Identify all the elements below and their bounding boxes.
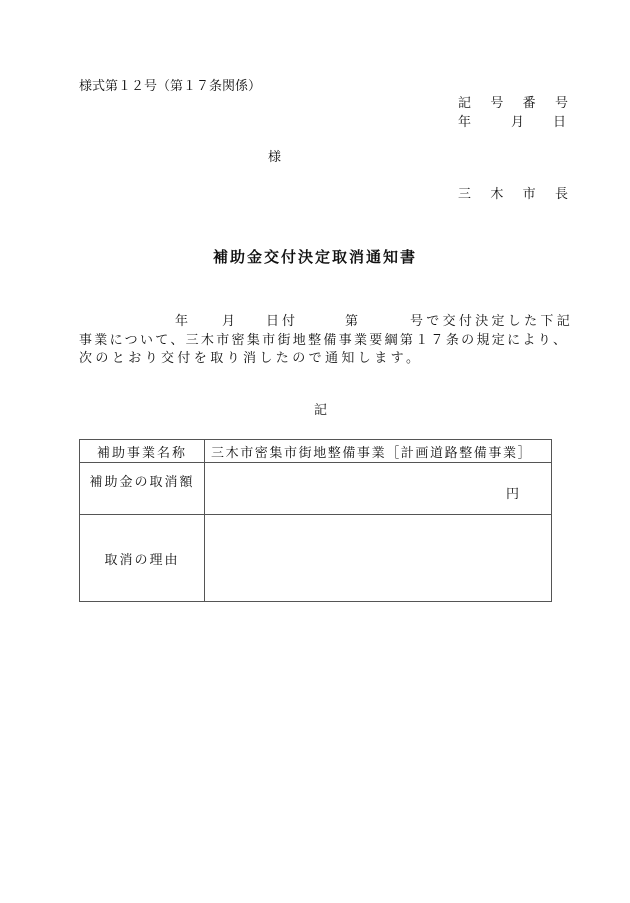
value-cancel-amount: 円 — [205, 463, 552, 515]
date-month: 月 — [511, 115, 525, 130]
body-line1-rest: 号で交付決定した下記 — [410, 314, 574, 329]
ki-heading: 記 — [314, 403, 328, 418]
date-day: 日 — [553, 115, 567, 130]
issuer-char: 木 — [490, 187, 511, 202]
record-number-char: 番 — [522, 96, 544, 111]
label-project-name: 補助事業名称 — [80, 440, 205, 463]
body-month: 月 — [222, 314, 236, 329]
body-number-prefix: 第 — [345, 314, 359, 329]
issuer-char: 三 — [458, 187, 479, 202]
record-number-char: 記 — [458, 96, 479, 111]
issuer — [458, 187, 568, 203]
record-number-char: 号 — [490, 96, 511, 111]
details-table — [79, 439, 552, 602]
label-cancel-reason: 取消の理由 — [80, 515, 205, 602]
record-number-char: 号 — [554, 96, 568, 111]
issuer-char: 市 — [522, 187, 544, 202]
body-day: 日付 — [266, 314, 299, 329]
addressee-suffix: 様 — [268, 150, 282, 165]
date-year: 年 — [458, 115, 472, 130]
body-line3: 次のとおり交付を取り消したので通知します。 — [79, 351, 423, 366]
body-line2: 事業について、三木市密集市街地整備事業要綱第１７条の規定により、 — [79, 333, 567, 348]
form-label: 様式第１２号（第１７条関係） — [79, 79, 262, 94]
issuer-char: 長 — [554, 187, 568, 202]
table-row — [80, 440, 552, 463]
record-number — [458, 96, 568, 112]
table-row — [80, 463, 552, 515]
body-year: 年 — [175, 314, 189, 329]
value-project-name: 三木市密集市街地整備事業［計画道路整備事業］ — [205, 440, 552, 463]
page-title: 補助金交付決定取消通知書 — [212, 248, 417, 266]
value-cancel-reason — [205, 515, 552, 602]
table-row — [80, 515, 552, 602]
label-cancel-amount: 補助金の取消額 — [80, 463, 205, 515]
